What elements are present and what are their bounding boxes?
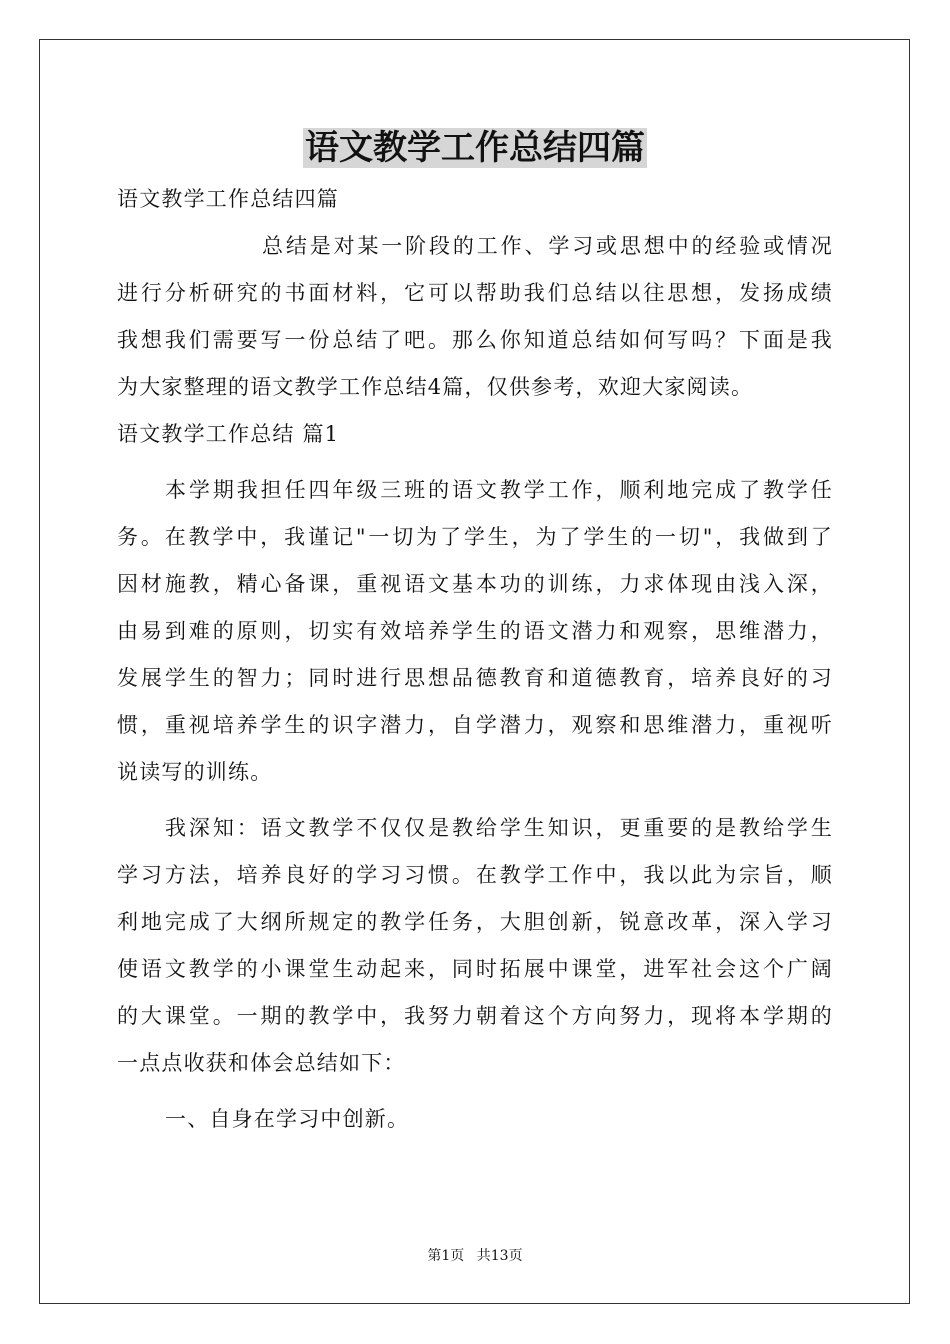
- document-title-text: 语文教学工作总结四篇: [305, 128, 645, 168]
- section-heading: 语文教学工作总结 篇1: [117, 422, 340, 446]
- intro-line-2: 进行分析研究的书面材料，它可以帮助我们总结以往思想，发扬成绩: [117, 281, 833, 305]
- p1-line-4: 由易到难的原则，切实有效培养学生的语文潜力和观察，思维潜力，: [117, 619, 833, 643]
- intro-line-4: 为大家整理的语文教学工作总结4篇，仅供参考，欢迎大家阅读。: [117, 375, 754, 399]
- p1-line-6: 惯，重视培养学生的识字潜力，自学潜力，观察和思维潜力，重视听: [117, 713, 833, 737]
- p1-line-3: 因材施教，精心备课，重视语文基本功的训练，力求体现由浅入深，: [117, 572, 833, 596]
- page-footer: [0, 1246, 950, 1266]
- document-body: [117, 176, 833, 1143]
- document-title: [0, 124, 950, 172]
- p2-line-6: 一点点收获和体会总结如下：: [117, 1051, 406, 1075]
- body-heading: 语文教学工作总结四篇: [117, 187, 339, 211]
- p1-line-5: 发展学生的智力；同时进行思想品德教育和道德教育，培养良好的习: [117, 666, 833, 690]
- intro-line-1: 总结是对某一阶段的工作、学习或思想中的经验或情况: [262, 234, 833, 258]
- p1-line-2: 务。在教学中，我谨记"一切为了学生，为了学生的一切"，我做到了: [117, 525, 833, 549]
- intro-line-3: 我想我们需要写一份总结了吧。那么你知道总结如何写吗？下面是我: [117, 328, 833, 352]
- page-number: 第1页: [427, 1248, 465, 1264]
- p2-line-2: 学习方法，培养良好的学习习惯。在教学工作中，我以此为宗旨，顺: [117, 863, 833, 887]
- p1-line-7: 说读写的训练。: [117, 760, 273, 784]
- p2-line-4: 使语文教学的小课堂生动起来，同时拓展中课堂，进军社会这个广阔: [117, 957, 833, 981]
- p1-line-1: 本学期我担任四年级三班的语文教学工作，顺利地完成了教学任: [165, 478, 833, 502]
- p2-line-1: 我深知：语文教学不仅仅是教给学生知识，更重要的是教给学生: [165, 816, 833, 840]
- p2-line-5: 的大课堂。一期的教学中，我努力朝着这个方向努力，现将本学期的: [117, 1004, 833, 1028]
- page-total: 共13页: [476, 1248, 523, 1264]
- p2-line-3: 利地完成了大纲所规定的教学任务，大胆创新，锐意改革，深入学习: [117, 910, 833, 934]
- p3-line-1: 一、自身在学习中创新。: [165, 1107, 410, 1131]
